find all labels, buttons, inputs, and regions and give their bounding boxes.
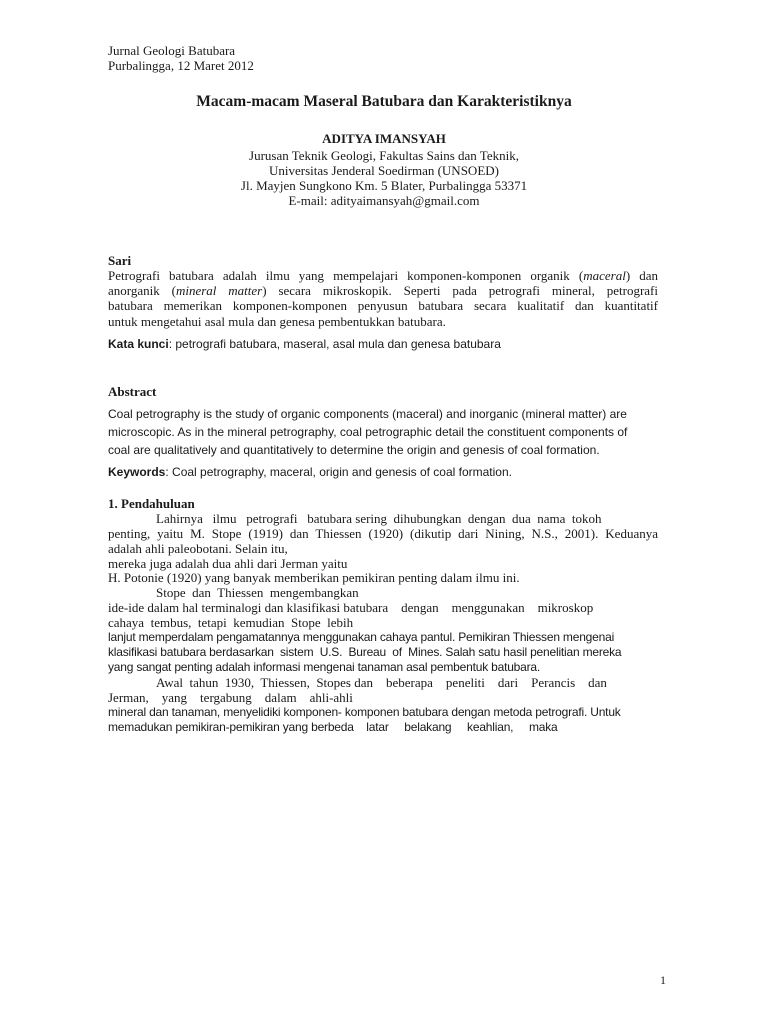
- author-address: Jl. Mayjen Sungkono Km. 5 Blater, Purbalingga 53371: [240, 178, 528, 193]
- section-1-line: Stope dan Thiessen mengembangkan: [156, 585, 359, 600]
- sari-line-2-a: anorganik (: [108, 283, 176, 298]
- sari-line-1-b: ) dan: [625, 268, 658, 283]
- section-1-heading: 1. Pendahuluan: [108, 496, 195, 511]
- author-affiliation-2: Universitas Jenderal Soedirman (UNSOED): [269, 163, 499, 178]
- sari-line-3: batubara memerikan komponen-komponen penyusun batubara secara kualitatif dan kuantitatif: [108, 298, 658, 313]
- section-1-line: yang sangat penting adalah informasi mengenai tanaman asal pembentuk batubara.: [108, 660, 541, 674]
- sari-term-mineral-matter: mineral matter: [175, 283, 263, 298]
- section-1-line: adalah ahli paleobotani. Selain itu,: [108, 541, 288, 556]
- page-number: 1: [660, 973, 666, 987]
- author-name: ADITYA IMANSYAH: [322, 131, 446, 146]
- sari-line-4: untuk mengetahui asal mula dan genesa pembentukkan batubara.: [108, 314, 446, 329]
- place-date: Purbalingga, 12 Maret 2012: [108, 58, 254, 73]
- sari-line-2: [108, 283, 658, 298]
- author-email: E-mail: adityaimansyah@gmail.com: [288, 193, 480, 208]
- author-affiliation-1: Jurusan Teknik Geologi, Fakultas Sains dan Teknik,: [249, 148, 519, 163]
- sari-keywords-label: Kata kunci: [108, 337, 169, 351]
- section-1-line: Jerman, yang tergabung dalam ahli-ahli: [108, 690, 353, 705]
- section-1-line: klasifikasi batubara berdasarkan sistem U.S. Bureau of Mines. Salah satu hasil penelitian mereka: [108, 645, 622, 659]
- sari-keywords-text: : petrografi batubara, maseral, asal mula dan genesa batubara: [168, 337, 501, 351]
- abstract-keywords-text: : Coal petrography, maceral, origin and genesis of coal formation.: [165, 465, 512, 479]
- section-1-line: cahaya tembus, tetapi kemudian Stope lebih: [108, 615, 354, 630]
- sari-heading: Sari: [108, 253, 132, 268]
- sari-term-maceral: maceral: [583, 268, 626, 283]
- section-1-line: mineral dan tanaman, menyelidiki komponen- komponen batubara dengan metoda petrografi. Untuk: [108, 705, 621, 719]
- section-1-line: H. Potonie (1920) yang banyak memberikan pemikiran penting dalam ilmu ini.: [108, 570, 520, 585]
- sari-line-2-b: ) secara mikroskopik. Seperti pada petrografi mineral, petrografi: [262, 283, 658, 298]
- section-1-line: lanjut memperdalam pengamatannya menggunakan cahaya pantul. Pemikiran Thiessen mengenai: [108, 630, 615, 644]
- abstract-keywords-label: Keywords: [108, 465, 166, 479]
- sari-line-1: [108, 268, 658, 283]
- abstract-line-2: microscopic. As in the mineral petrography, coal petrographic detail the constituent components of: [108, 425, 628, 439]
- section-1-line: Awal tahun 1930, Thiessen, Stopes dan beberapa peneliti dari Perancis dan: [156, 675, 607, 690]
- section-1-line: penting, yaitu M. Stope (1919) dan Thiessen (1920) (dikutip dari Nining, N.S., 2001). Keduanya: [108, 526, 658, 541]
- abstract-line-3: coal are qualitatively and quantitatively to determine the origin and genesis of coal formation.: [108, 443, 600, 457]
- abstract-keywords: [108, 465, 512, 480]
- sari-line-1-a: Petrografi batubara adalah ilmu yang mempelajari komponen-komponen organik (: [108, 268, 584, 283]
- sari-keywords: [108, 337, 501, 352]
- abstract-heading: Abstract: [108, 384, 157, 399]
- section-1-line: memadukan pemikiran-pemikiran yang berbeda latar belakang keahlian, maka: [108, 720, 558, 734]
- journal-name: Jurnal Geologi Batubara: [108, 43, 236, 58]
- abstract-line-1: Coal petrography is the study of organic components (maceral) and inorganic (mineral matter) are: [108, 407, 627, 421]
- section-1-line: Lahirnya ilmu petrografi batubara sering dihubungkan dengan dua nama tokoh: [156, 511, 602, 526]
- section-1-line: mereka juga adalah dua ahli dari Jerman yaitu: [108, 556, 348, 571]
- section-1-line: ide-ide dalam hal terminalogi dan klasifikasi batubara dengan menggunakan mikroskop: [108, 600, 594, 615]
- paper-title: Macam-macam Maseral Batubara dan Karakteristiknya: [196, 93, 572, 110]
